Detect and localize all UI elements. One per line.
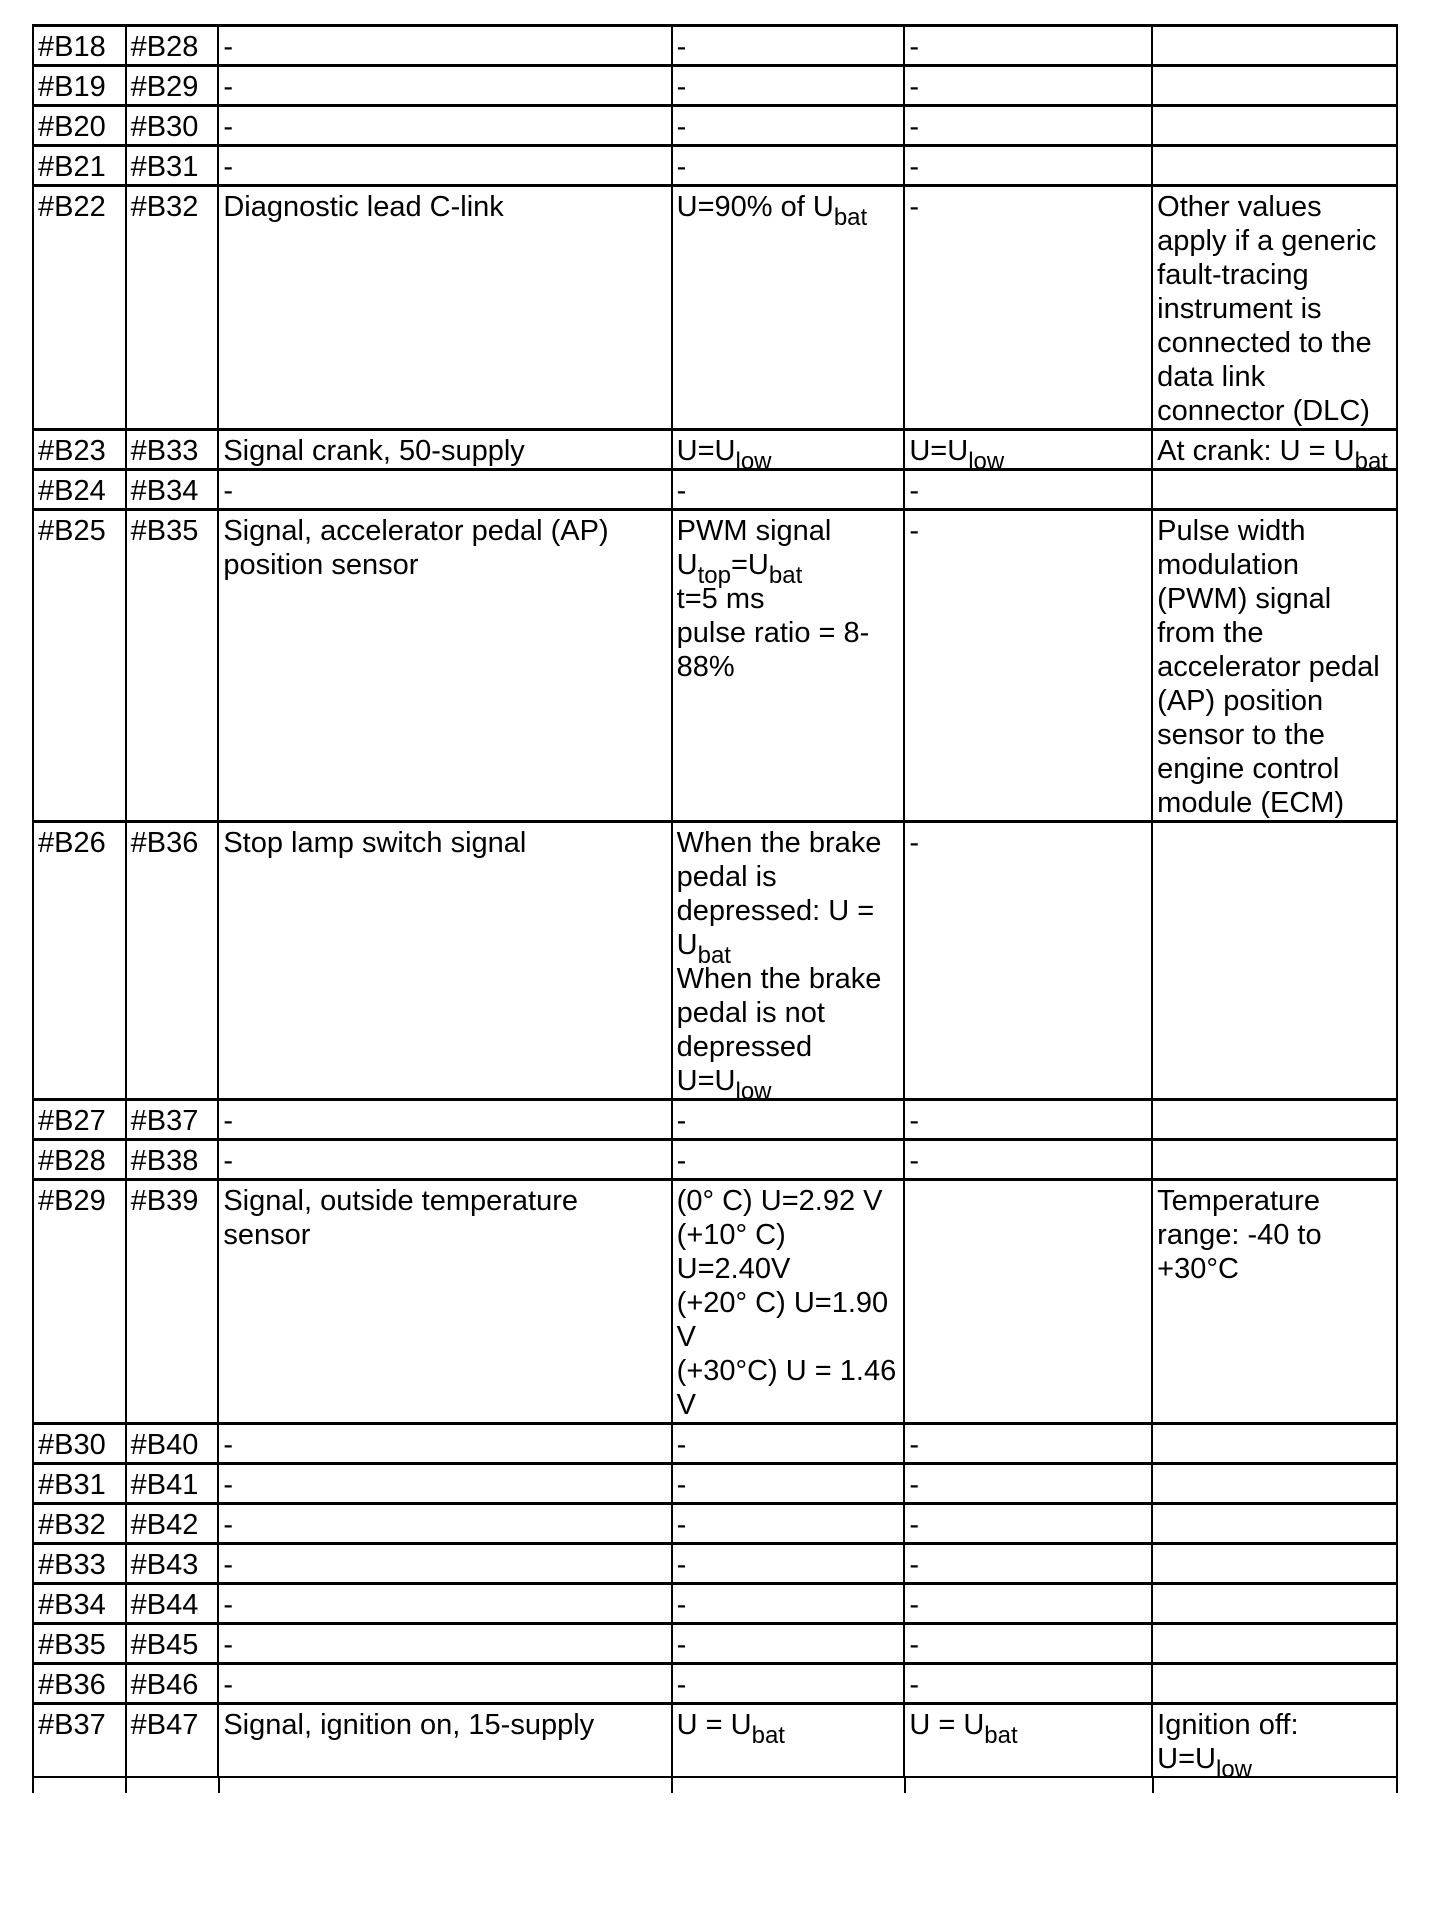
note-cell	[1152, 26, 1397, 66]
cell-line: Ignition off: $U=U_{low}$	[1157, 1709, 1299, 1783]
table-row	[33, 1140, 1397, 1180]
table-row	[33, 1624, 1397, 1664]
cell-line: -	[676, 475, 687, 507]
table-row	[33, 1180, 1397, 1424]
continuation-line	[1396, 1777, 1398, 1793]
table-row	[33, 1584, 1397, 1624]
cell-line: (+30°C) U = 1.46 V	[676, 1355, 897, 1421]
pin-b-cell: #B33	[126, 430, 219, 470]
continuation-line	[1152, 1777, 1154, 1793]
description-cell: Diagnostic lead C-link	[218, 186, 671, 430]
value-cell	[672, 1464, 905, 1504]
cell-line: -	[676, 111, 687, 143]
cell-line: -	[909, 1549, 920, 1581]
note-cell	[1152, 510, 1397, 822]
description-cell: Stop lamp switch signal	[218, 822, 671, 1100]
cell-line: -	[909, 1145, 920, 1177]
table-continuation-lines	[32, 1777, 1398, 1793]
table-row	[33, 66, 1397, 106]
cell-line: Pulse width modulation (PWM) signal from the accelerator pedal (AP) position sensor to the engine control module (ECM)	[1157, 515, 1380, 819]
value-alt-cell	[904, 1504, 1152, 1544]
pin-a-cell: #B30	[33, 1424, 126, 1464]
pin-a-cell: #B29	[33, 1180, 126, 1424]
cell-line: -	[676, 31, 687, 63]
cell-line: $U_{top}=U_{bat}$	[676, 549, 803, 589]
description-cell: -	[218, 1504, 671, 1544]
cell-line: (0° C) U=2.92 V	[676, 1185, 883, 1217]
note-cell	[1152, 1180, 1397, 1424]
pin-a-cell: #B36	[33, 1664, 126, 1704]
value-alt-cell	[904, 106, 1152, 146]
cell-line: Other values apply if a generic fault-tracing instrument is connected to the data link connector (DLC)	[1157, 191, 1377, 427]
table-row	[33, 1544, 1397, 1584]
cell-line: -	[909, 1429, 920, 1461]
cell-line: -	[676, 151, 687, 183]
continuation-line	[218, 1777, 220, 1793]
pin-b-cell: #B39	[126, 1180, 219, 1424]
cell-line: -	[909, 71, 920, 103]
cell-line: At crank: $U = U_{bat}$	[1157, 435, 1388, 475]
value-cell	[672, 430, 905, 475]
value-alt-cell	[904, 1664, 1152, 1704]
value-cell	[672, 470, 905, 510]
pin-table-body	[33, 26, 1397, 1783]
cell-line: -	[909, 1105, 920, 1137]
pin-a-cell: #B34	[33, 1584, 126, 1624]
pin-b-cell: #B36	[126, 822, 219, 1100]
note-cell	[1152, 1464, 1397, 1504]
table-row	[33, 470, 1397, 510]
table-row	[33, 146, 1397, 186]
description-cell: -	[218, 1664, 671, 1704]
description-cell: -	[218, 1464, 671, 1504]
table-row	[33, 1100, 1397, 1140]
table-row	[33, 1504, 1397, 1544]
note-cell	[1152, 1664, 1397, 1704]
cell-line: pulse ratio = 8-88%	[676, 617, 870, 683]
note-cell	[1152, 186, 1397, 430]
cell-line: -	[676, 1145, 687, 1177]
pin-a-cell: #B33	[33, 1544, 126, 1584]
continuation-line	[671, 1777, 673, 1793]
pin-b-cell: #B37	[126, 1100, 219, 1140]
pin-a-cell: #B27	[33, 1100, 126, 1140]
pin-a-cell: #B22	[33, 186, 126, 430]
value-cell	[672, 1704, 905, 1778]
cell-line: -	[676, 1669, 687, 1701]
pin-b-cell: #B28	[126, 26, 219, 66]
description-cell: -	[218, 26, 671, 66]
value-alt-cell	[904, 1424, 1152, 1464]
pin-a-cell: #B26	[33, 822, 126, 1100]
connector-pin-table	[32, 24, 1398, 1783]
value-cell	[672, 510, 905, 822]
value-cell	[672, 1584, 905, 1624]
value-alt-cell	[904, 510, 1152, 822]
value-alt-cell	[904, 470, 1152, 510]
value-alt-cell	[904, 822, 1152, 1100]
value-alt-cell	[904, 1100, 1152, 1140]
pin-b-cell: #B43	[126, 1544, 219, 1584]
value-cell	[672, 146, 905, 186]
value-alt-cell	[904, 1140, 1152, 1180]
description-cell: -	[218, 106, 671, 146]
value-alt-cell	[904, 1704, 1152, 1778]
note-cell	[1152, 146, 1397, 186]
note-cell	[1152, 822, 1397, 1100]
pin-a-cell: #B31	[33, 1464, 126, 1504]
value-cell	[672, 1664, 905, 1704]
pin-a-cell: #B32	[33, 1504, 126, 1544]
note-cell	[1152, 1100, 1397, 1140]
value-cell	[672, 1180, 905, 1424]
value-alt-cell	[904, 66, 1152, 106]
table-row	[33, 1424, 1397, 1464]
pin-a-cell: #B18	[33, 26, 126, 66]
cell-line: Temperature range: -40 to +30°C	[1157, 1185, 1322, 1285]
continuation-line	[904, 1777, 906, 1793]
note-cell	[1152, 470, 1397, 510]
description-cell: -	[218, 470, 671, 510]
cell-line: PWM signal	[676, 515, 832, 547]
note-cell	[1152, 106, 1397, 146]
pin-b-cell: #B41	[126, 1464, 219, 1504]
table-row	[33, 510, 1397, 822]
pin-b-cell: #B47	[126, 1704, 219, 1778]
description-cell: -	[218, 1140, 671, 1180]
pin-b-cell: #B29	[126, 66, 219, 106]
cell-line: -	[909, 1589, 920, 1621]
value-alt-cell	[904, 146, 1152, 186]
value-cell	[672, 1504, 905, 1544]
description-cell: Signal, accelerator pedal (AP) position sensor	[218, 510, 671, 822]
value-cell	[672, 1140, 905, 1180]
value-cell	[672, 822, 905, 1105]
pin-a-cell: #B28	[33, 1140, 126, 1180]
note-cell	[1152, 66, 1397, 106]
value-alt-cell	[904, 1624, 1152, 1664]
table-row	[33, 430, 1397, 470]
note-cell	[1152, 1424, 1397, 1464]
description-cell: Signal crank, 50-supply	[218, 430, 671, 470]
pin-a-cell: #B19	[33, 66, 126, 106]
description-cell: -	[218, 1624, 671, 1664]
description-cell: -	[218, 1100, 671, 1140]
value-cell	[672, 1544, 905, 1584]
note-cell	[1152, 1624, 1397, 1664]
cell-line: -	[909, 111, 920, 143]
continuation-line	[32, 1777, 34, 1793]
cell-line: U=90% of $U_{bat}$	[676, 191, 868, 231]
cell-line: -	[676, 1429, 687, 1461]
description-cell: -	[218, 66, 671, 106]
cell-line: -	[909, 1469, 920, 1501]
note-cell	[1152, 430, 1397, 475]
cell-line: -	[676, 1589, 687, 1621]
cell-line: When the brake pedal is not depressed $U=U_{low}$	[676, 963, 882, 1105]
description-cell: -	[218, 1544, 671, 1584]
cell-line: -	[676, 71, 687, 103]
cell-line: -	[909, 191, 920, 223]
note-cell	[1152, 1504, 1397, 1544]
cell-line: -	[909, 475, 920, 507]
value-cell	[672, 26, 905, 66]
value-alt-cell	[904, 1584, 1152, 1624]
table-row	[33, 106, 1397, 146]
cell-line: $U=U_{low}$	[909, 435, 1005, 475]
value-alt-cell	[904, 186, 1152, 430]
pin-b-cell: #B42	[126, 1504, 219, 1544]
note-cell	[1152, 1584, 1397, 1624]
table-row	[33, 186, 1397, 430]
table-row	[33, 822, 1397, 1100]
cell-line: -	[909, 1629, 920, 1661]
value-alt-cell	[904, 1464, 1152, 1504]
pin-b-cell: #B45	[126, 1624, 219, 1664]
pin-b-cell: #B38	[126, 1140, 219, 1180]
cell-line: -	[909, 31, 920, 63]
table-row	[33, 1664, 1397, 1704]
cell-line: t=5 ms	[676, 583, 765, 615]
pin-a-cell: #B23	[33, 430, 126, 470]
value-cell	[672, 1100, 905, 1140]
cell-line: -	[909, 1509, 920, 1541]
description-cell: Signal, outside temperature sensor	[218, 1180, 671, 1424]
pin-b-cell: #B31	[126, 146, 219, 186]
cell-line: (+10° C) U=2.40V	[676, 1219, 791, 1285]
table-row	[33, 1704, 1397, 1778]
description-cell: -	[218, 1584, 671, 1624]
value-cell	[672, 1624, 905, 1664]
note-cell	[1152, 1140, 1397, 1180]
cell-line: -	[676, 1509, 687, 1541]
pin-a-cell: #B25	[33, 510, 126, 822]
table-row	[33, 1464, 1397, 1504]
cell-line: When the brake pedal is depressed: $U = U_{bat}$	[676, 827, 882, 969]
pin-b-cell: #B44	[126, 1584, 219, 1624]
cell-line: $U = U_{bat}$	[909, 1709, 1018, 1749]
note-cell	[1152, 1544, 1397, 1584]
pin-a-cell: #B35	[33, 1624, 126, 1664]
pin-a-cell: #B37	[33, 1704, 126, 1778]
table-row	[33, 26, 1397, 66]
pin-b-cell: #B30	[126, 106, 219, 146]
cell-line: -	[676, 1469, 687, 1501]
cell-line: (+20° C) U=1.90 V	[676, 1287, 889, 1353]
pin-a-cell: #B20	[33, 106, 126, 146]
pin-a-cell: #B21	[33, 146, 126, 186]
cell-line: -	[676, 1105, 687, 1137]
cell-line: -	[909, 151, 920, 183]
value-alt-cell	[904, 26, 1152, 66]
cell-line: -	[909, 827, 920, 859]
continuation-line	[125, 1777, 127, 1793]
cell-line: -	[909, 1669, 920, 1701]
pin-b-cell: #B34	[126, 470, 219, 510]
pin-b-cell: #B35	[126, 510, 219, 822]
cell-line: -	[676, 1629, 687, 1661]
pin-b-cell: #B46	[126, 1664, 219, 1704]
pin-b-cell: #B40	[126, 1424, 219, 1464]
description-cell: -	[218, 1424, 671, 1464]
pin-a-cell: #B24	[33, 470, 126, 510]
value-cell	[672, 186, 905, 430]
description-cell: Signal, ignition on, 15-supply	[218, 1704, 671, 1778]
value-alt-cell	[904, 1180, 1152, 1424]
pin-b-cell: #B32	[126, 186, 219, 430]
value-alt-cell	[904, 430, 1152, 475]
value-cell	[672, 66, 905, 106]
value-alt-cell	[904, 1544, 1152, 1584]
cell-line: $U = U_{bat}$	[676, 1709, 785, 1749]
note-cell	[1152, 1704, 1397, 1783]
cell-line: -	[909, 515, 920, 547]
value-cell	[672, 106, 905, 146]
value-cell	[672, 1424, 905, 1464]
cell-line: $U=U_{low}$	[676, 435, 772, 475]
description-cell: -	[218, 146, 671, 186]
cell-line: -	[676, 1549, 687, 1581]
